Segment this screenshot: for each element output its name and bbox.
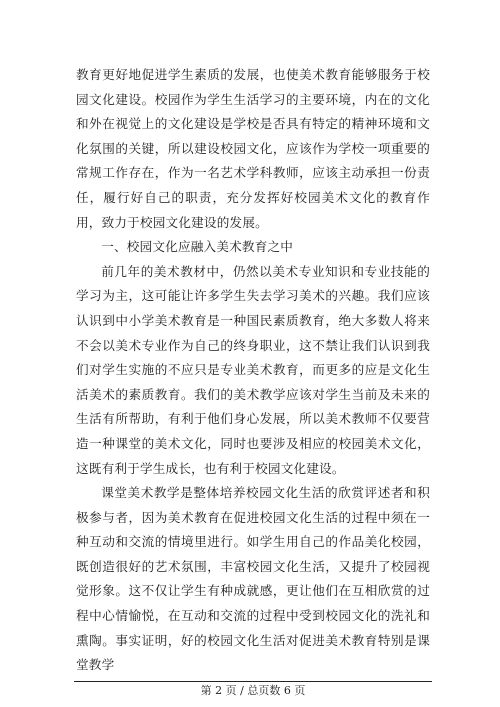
paragraph-classroom: 课堂美术教学是整体培养校园文化生活的欣赏评述者和积极参与者，因为美术教育在促进校园文化生活的过程中须在一种互动和交流的情境里进行。如学生用自己的作品美化校园，既创造很好的艺术氛围，丰富校园文化生活，又提升了校园视觉形象。这不仅让学生有种成就感，更让他们在互相欣赏的过程中心情愉悦，在互动和交流的过程中受到校园文化的洗礼和熏陶。事实证明，好的校园文化生活对促进美术教育特别是课堂教学 (76, 485, 430, 673)
paragraph-textbook: 前几年的美术教材中，仍然以美术专业知识和专业技能的学习为主，这可能让许多学生失去学习美术的兴趣。我们应该认识到中小学美术教育是一种国民素质教育，绝大多数人将来不会以美术专业作为自己的终身职业，这不禁让我们认识到我们对学生实施的不应只是专业美术教育，而更多的应是文化生活美术的素质教育。我们的美术教学应该对学生当前及未来的生活有所帮助，有利于他们身心发展，所以美术教师不仅要营造一种课堂的美术文化，同时也要涉及相应的校园美术文化，这既有利于学生成长，也有利于校园文化建设。 (76, 263, 430, 476)
page-number: 第 2 页 / 总页数 6 页 (200, 684, 306, 697)
section-heading: 一、校园文化应融入美术教育之中 (101, 239, 294, 255)
document-body (76, 63, 430, 678)
footer-divider (74, 681, 432, 682)
paragraph-intro-continued: 教育更好地促进学生素质的发展，也使美术教育能够服务于校园文化建设。校园作为学生生活学习的主要环境，内在的文化和外在视觉上的文化建设是学校是否具有特定的精神环境和文化氛围的关键，所以建设校园文化，应该作为学校一项重要的常规工作存在，作为一名艺术学科教师，应该主动承担一份责任，履行好自己的职责，充分发挥好校园美术文化的教育作用，致力于校园文化建设的发展。 (76, 67, 430, 230)
